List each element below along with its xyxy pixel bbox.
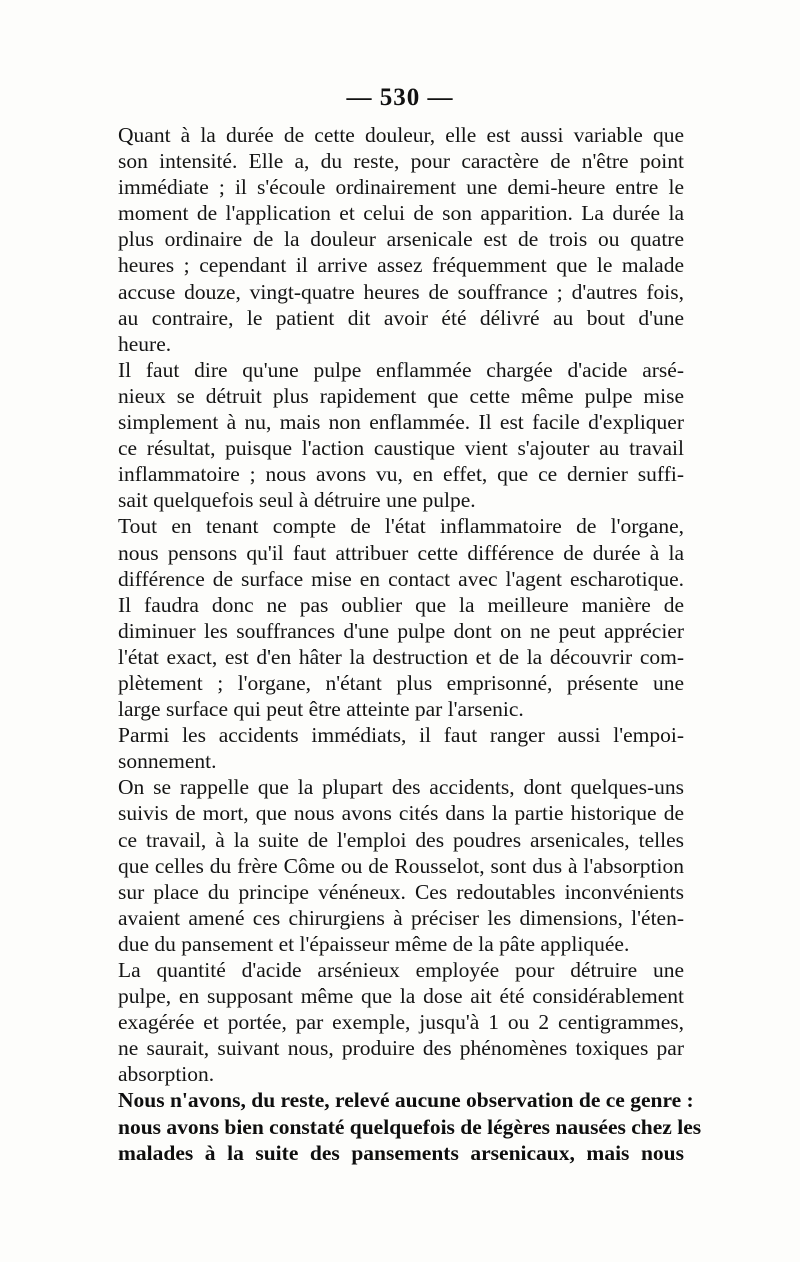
text-line: sonnement. — [118, 749, 217, 774]
text-line: moment de l'application et celui de son apparition. La durée la — [118, 201, 684, 226]
text-line: avaient amené ces chirurgiens à préciser les dimensions, l'éten- — [118, 905, 684, 930]
text-line: simplement à nu, mais non enflammée. Il est facile d'expliquer — [118, 410, 684, 435]
text-line: nieux se détruit plus rapidement que cette même pulpe mise — [118, 383, 684, 408]
text-line: pulpe, en supposant même que la dose ait été considérablement — [118, 984, 684, 1009]
text-line: au contraire, le patient dit avoir été délivré au bout d'une — [118, 305, 684, 330]
body-text — [118, 122, 702, 1166]
page-number: — 530 — — [346, 84, 454, 111]
text-line: que celles du frère Côme ou de Rousselot, sont dus à l'absorption — [118, 853, 684, 878]
text-line: Il faut dire qu'une pulpe enflammée chargée d'acide arsé- — [118, 357, 684, 382]
text-line: plètement ; l'organe, n'étant plus emprisonné, présente une — [118, 670, 684, 695]
text-line: absorption. — [118, 1062, 215, 1087]
text-line: malades à la suite des pansements arsenicaux, mais nous — [118, 1140, 684, 1165]
text-line: différence de surface mise en contact avec l'agent escharotique. — [118, 566, 684, 591]
text-line: Il faudra donc ne pas oublier que la meilleure manière de — [118, 592, 684, 617]
text-line: Quant à la durée de cette douleur, elle est aussi variable que — [118, 123, 684, 147]
text-line: diminuer les souffrances d'une pulpe dont on ne peut apprécier — [118, 618, 684, 643]
text-line: Tout en tenant compte de l'état inflammatoire de l'organe, — [118, 514, 684, 539]
text-line: sur place du principe vénéneux. Ces redoutables inconvénients — [118, 879, 684, 904]
text-line: ce travail, à la suite de l'emploi des poudres arsenicales, telles — [118, 827, 684, 852]
text-line: sait quelquefois seul à détruire une pulpe. — [118, 488, 476, 513]
text-line: nous pensons qu'il faut attribuer cette différence de durée à la — [118, 540, 684, 565]
text-line: heures ; cependant il arrive assez fréquemment que le malade — [118, 253, 684, 278]
text-line: accuse douze, vingt-quatre heures de souffrance ; d'autres fois, — [118, 279, 684, 304]
text-line: Nous n'avons, du reste, relevé aucune observation de ce genre : — [118, 1088, 694, 1113]
text-line: inflammatoire ; nous avons vu, en effet, que ce dernier suffi- — [118, 462, 684, 487]
text-line: heure. — [118, 331, 172, 356]
text-line: Parmi les accidents immédiats, il faut ranger aussi l'empoi- — [118, 723, 684, 748]
text-line: immédiate ; il s'écoule ordinairement une demi-heure entre le — [118, 175, 684, 200]
text-line: suivis de mort, que nous avons cités dans la partie historique de — [118, 801, 684, 826]
text-line: On se rappelle que la plupart des accidents, dont quelques-uns — [118, 775, 684, 800]
text-line: l'état exact, est d'en hâter la destruction et de la découvrir com- — [118, 644, 684, 669]
text-line: large surface qui peut être atteinte par l'arsenic. — [118, 697, 524, 722]
text-line: due du pansement et l'épaisseur même de la pâte appliquée. — [118, 931, 630, 956]
text-line: exagérée et portée, par exemple, jusqu'à 1 ou 2 centigrammes, — [118, 1010, 684, 1035]
text-line: nous avons bien constaté quelquefois de légères nausées chez les — [118, 1114, 702, 1139]
text-line: son intensité. Elle a, du reste, pour caractère de n'être point — [118, 149, 684, 174]
text-line: La quantité d'acide arsénieux employée pour détruire une — [118, 958, 684, 982]
text-line: plus ordinaire de la douleur arsenicale est de trois ou quatre — [118, 227, 684, 252]
text-line: ce résultat, puisque l'action caustique vient s'ajouter au travail — [118, 436, 684, 461]
text-line: ne saurait, suivant nous, produire des phénomènes toxiques par — [118, 1036, 684, 1061]
